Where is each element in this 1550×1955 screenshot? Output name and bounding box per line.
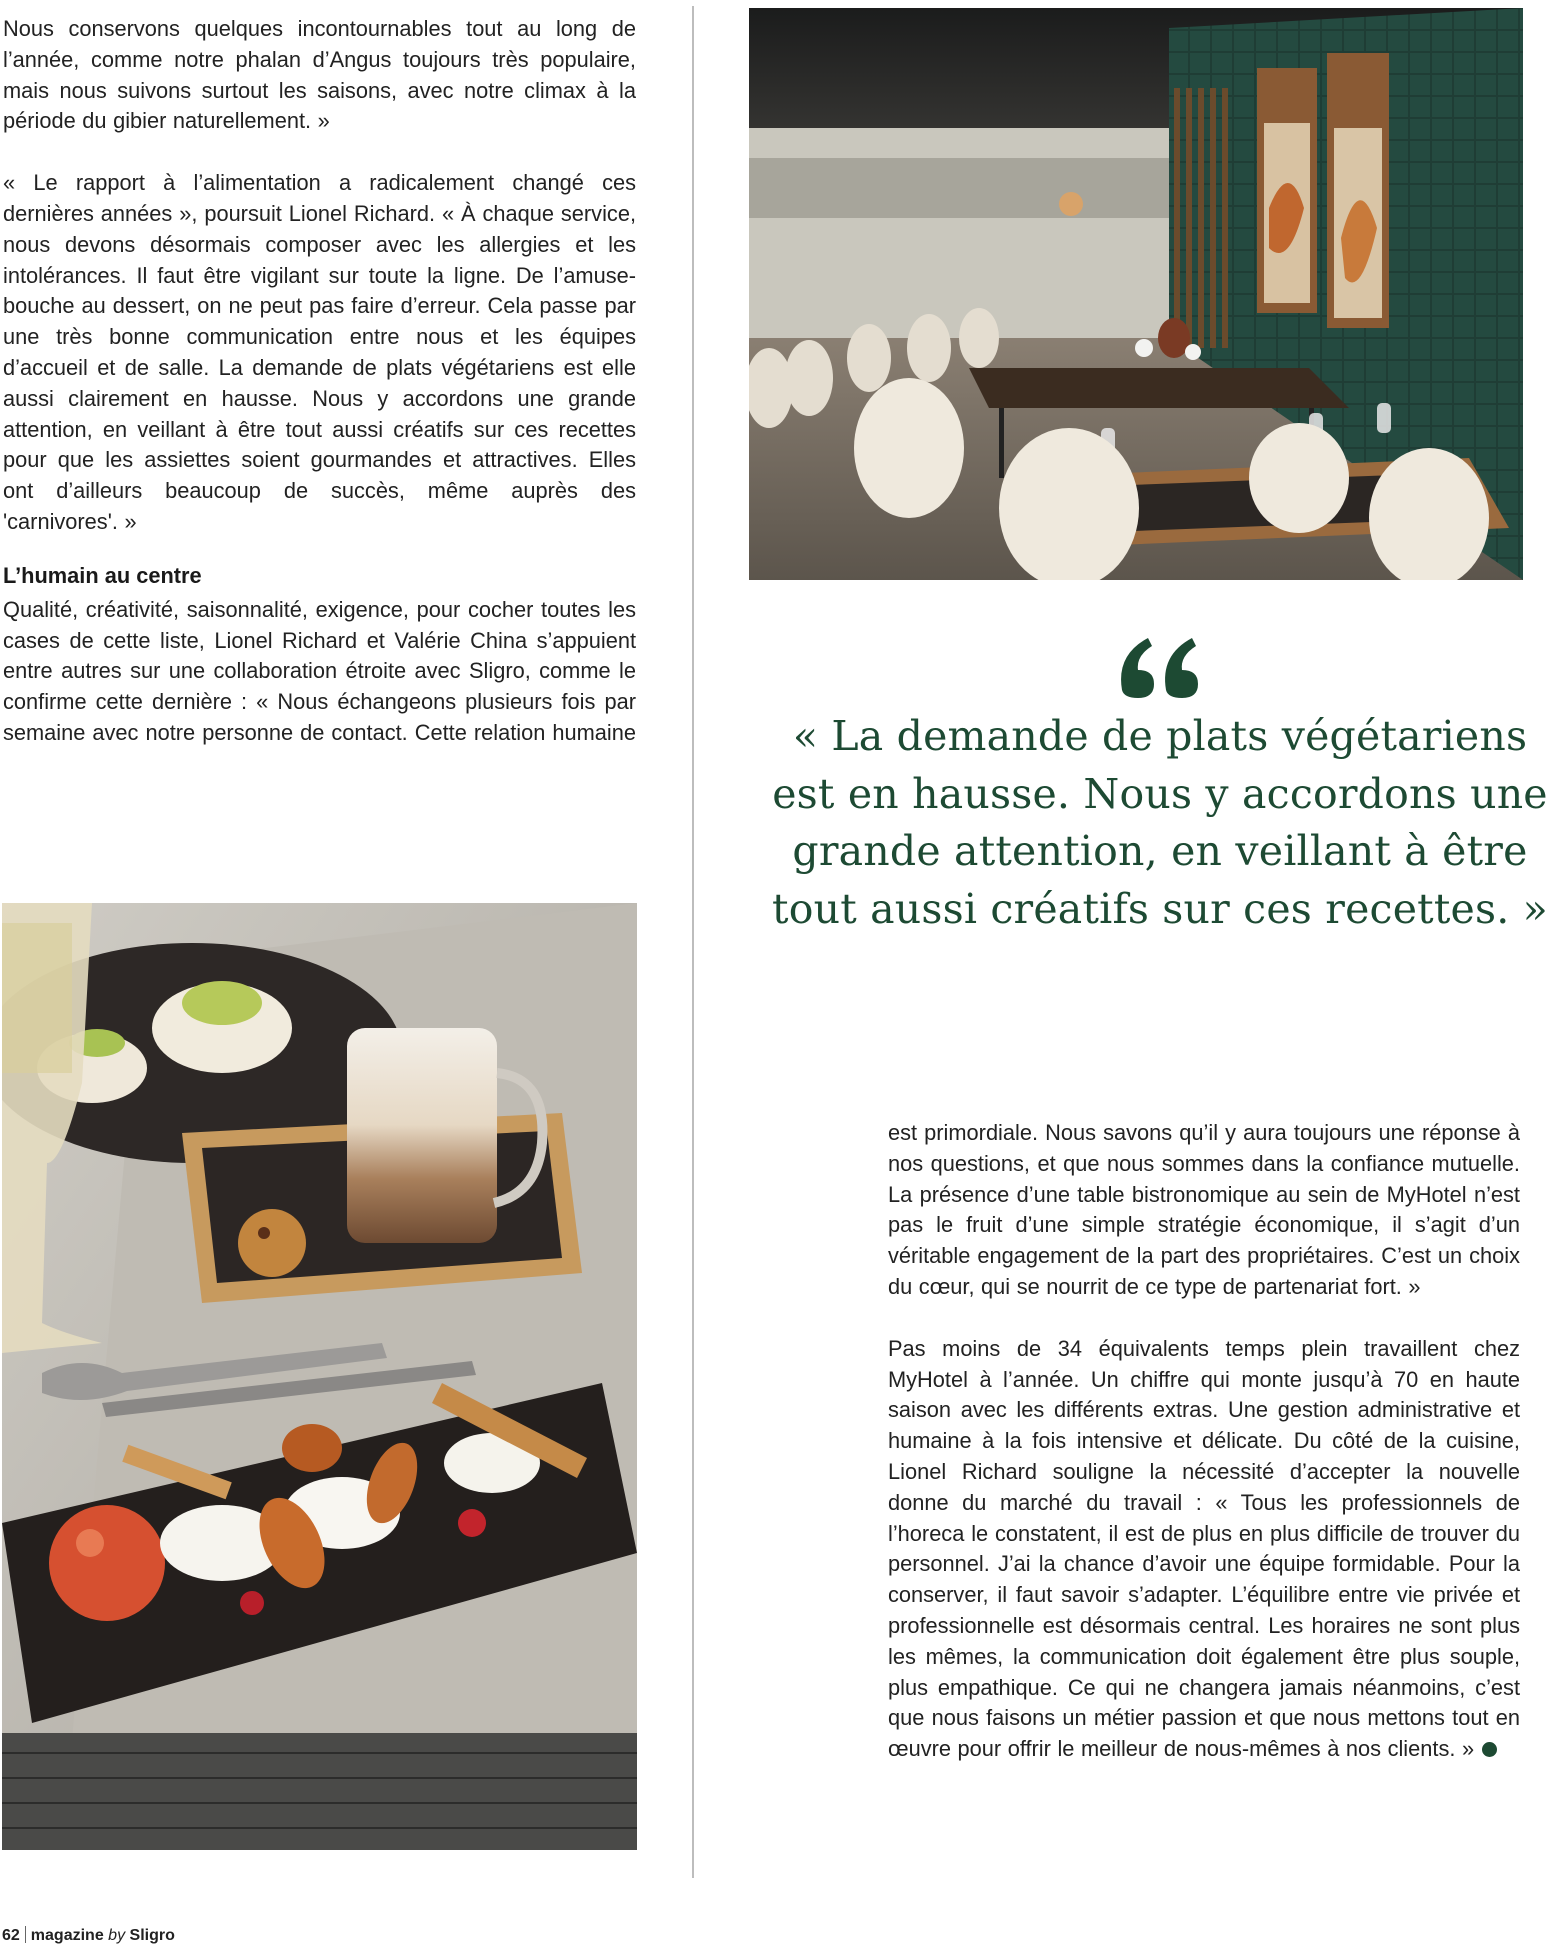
- magazine-label: magazine: [30, 1927, 104, 1944]
- body-paragraph: « Le rapport à l’alimentation a radicalement changé ces dernières années », poursuit Lionel Richard. « À chaque service, nous devons désormais composer avec les allergies et les intolérances. Il faut être vigilant sur toute la ligne. De l’amuse-bouche au dessert, on ne peut pas faire d’erreur. Cela passe par une très bonne communication entre nous et les équipes d’accueil et de salle. La demande de plats végétariens est elle aussi clairement en hausse. Nous y accordons une grande attention, en veillant à être tout aussi créatifs sur ces recettes pour que les assiettes soient gourmandes et attractives. Elles ont d’ailleurs beaucoup de succès, même auprès des 'carnivores'. »: [3, 170, 636, 534]
- body-paragraph: Qualité, créativité, saisonnalité, exigence, pour cocher toutes les cases de cette liste, Lionel Richard et Valérie China s’appuient entre autres sur une collaboration étroite avec Sligro, comme le confirme cette dernière : « Nous échangeons plusieurs fois par semaine avec notre personne de contact. Cette relation humaine: [3, 596, 636, 745]
- body-paragraph: Nous conservons quelques incontournables tout au long de l’année, comme notre phalan d’Angus toujours très populaire, mais nous suivons surtout les saisons, avec notre climax à la période du gibier naturellement. »: [3, 16, 636, 134]
- brand-name: Sligro: [129, 1927, 175, 1944]
- column-divider: [692, 6, 694, 1878]
- body-paragraph-text: Pas moins de 34 équivalents temps plein travaillent chez MyHotel à l’année. Un chiffre qui monte jusqu’à 70 en haute saison avec les différents extras. Une gestion administrative et humaine à la fois intensive et délicate. Du côté de la cuisine, Lionel Richard souligne la nécessité d’accepter la nouvelle donne du marché du travail : « Tous les professionnels de l’horeca le constatent, il est de plus en plus difficile de trouver du personnel. J’ai la chance d’avoir une équipe formidable. Pour la conserver, il faut savoir s’adapter. L’équilibre entre vie privée et professionnelle est désormais central. Les horaires ne sont plus les mêmes, la communication doit également être plus souple, plus empathique. Ce qui ne changera jamais néanmoins, c’est que nous faisons un métier passion et que nous mettons tout en œuvre pour offrir le meilleur de nous-mêmes à nos clients. »: [888, 1335, 1520, 1762]
- pull-quote: « La demande de plats végétariens est en hausse. Nous y accordons une grande attention, en veillant à être tout aussi créatifs sur ces recettes. »: [772, 712, 1548, 933]
- restaurant-illustration: [749, 8, 1523, 580]
- dessert-illustration: [2, 903, 637, 1850]
- left-text-column: [3, 14, 636, 749]
- page-number: 62: [2, 1927, 20, 1944]
- restaurant-interior-photo: [749, 8, 1523, 580]
- dessert-photo: [2, 903, 637, 1850]
- quote-mark-icon: [1110, 600, 1210, 720]
- end-of-article-dot-icon: [1482, 1742, 1497, 1757]
- body-paragraph: est primordiale. Nous savons qu’il y aura toujours une réponse à nos questions, et que nous sommes dans la confiance mutuelle. La présence d’une table bistronomique au sein de MyHotel n’est pas le fruit d’une simple stratégie économique, il s’agit d’un véritable engagement de la part des propriétaires. C’est un choix du cœur, qui se nourrit de ce type de partenariat fort. »: [888, 1120, 1520, 1299]
- right-text-column: [888, 1118, 1520, 1765]
- section-subheading: L’humain au centre: [3, 562, 202, 588]
- page-footer: [2, 1926, 175, 1946]
- footer-separator: [25, 1926, 26, 1943]
- by-label: by: [108, 1927, 126, 1944]
- body-paragraph: [888, 1334, 1520, 1765]
